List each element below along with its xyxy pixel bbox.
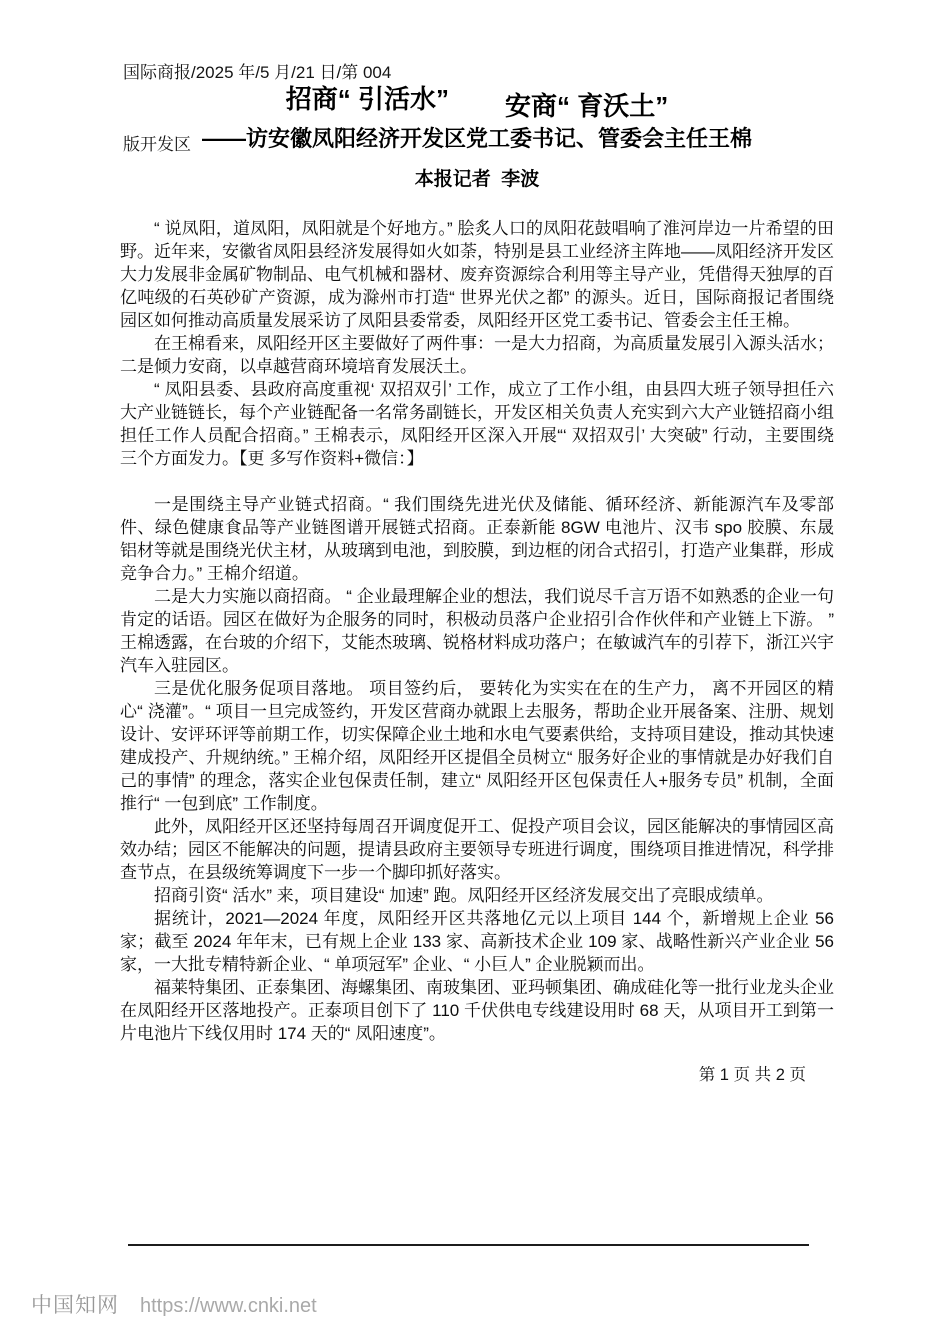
article-paragraph: 二是大力实施以商招商。 “ 企业最理解企业的想法，我们说尽千言万语不如熟悉的企业一句肯定的话语。园区在做好为企服务的同时，积极动员落户企业招引合作伙伴和产业链上下游。 ” 王棉透露，在台玻的介绍下，艾能杰玻璃、锐格材料成功落户；在敏诚汽车的引荐下，浙江兴宇汽车入驻园区。 xyxy=(120,587,839,675)
article-subtitle: ——访安徽凤阳经济开发区党工委书记、管委会主任王棉 xyxy=(201,126,752,151)
page-number: 第 1 页 共 2 页 xyxy=(698,1066,806,1084)
article-paragraph: 据统计，2021—2024 年度，凤阳经开区共落地亿元以上项目 144 个，新增规上企业 56 家；截至 2024 年年末，已有规上企业 133 家、高新技术企业 109 家、战略性新兴产业企业 56 家，一大批专精特新企业、“ 单项冠军” 企业、“ 小巨人” 企业脱颖而出。 xyxy=(120,909,839,974)
footer-divider xyxy=(128,1244,809,1246)
article-byline: 本报记者 李波 xyxy=(414,169,540,190)
title-part-1: 招商“ 引活水” xyxy=(285,84,449,114)
article-paragraph: 三是优化服务促项目落地。 项目签约后， 要转化为实实在在的生产力， 离不开园区的精心“ 浇灌”。“ 项目一旦完成签约，开发区营商办就跟上去服务，帮助企业开展备案、注册、规划设计、安评环评等前期工作，切实保障企业土地和水电气要素供给，支持项目建设，推动其快速建成投产、升规纳统。” 王棉介绍，凤阳经开区提倡全员树立“ 服务好企业的事情就是办好我们自己的事情” 的理念，落实企业包保责任制，建立“ 凤阳经开区包保责任人+服务专员” 机制，全面推行“ 一包到底” 工作制度。 xyxy=(120,679,834,813)
article-paragraph: 招商引资“ 活水” 来，项目建设“ 加速” 跑。凤阳经开区经济发展交出了亮眼成绩单。 xyxy=(154,886,774,905)
cnki-watermark xyxy=(31,1289,317,1319)
title-part-2: 安商“ 育沃土” xyxy=(505,91,669,121)
cnki-logo-text: 中国知网 xyxy=(31,1294,119,1317)
source-line-1: 国际商报/2025 年/5 月/21 日/第 004 xyxy=(123,63,392,82)
article-body xyxy=(120,217,839,1045)
article xyxy=(120,84,839,1085)
article-paragraph: 此外，凤阳经开区还坚持每周召开调度促开工、促投产项目会议，园区能解决的事情园区高效办结；园区不能解决的问题，提请县政府主要领导专班进行调度，围绕项目推进情况，科学排查节点，在县级统筹调度下一步一个脚印抓好落实。 xyxy=(120,817,834,882)
source-line-2: 版开发区 xyxy=(123,135,191,154)
article-paragraph: “ 说凤阳，道凤阳，凤阳就是个好地方。” 脍炙人口的凤阳花鼓唱响了淮河岸边一片希望的田野。近年来，安徽省凤阳县经济发展得如火如荼，特别是县工业经济主阵地——凤阳经济开发区大力发展非金属矿物制品、电气机械和器材、废弃资源综合利用等主导产业，凭借得天独厚的百亿吨级的石英砂矿产资源，成为滁州市打造“ 世界光伏之都” 的源头。近日，国际商报记者围绕园区如何推动高质量发展采访了凤阳县委常委，凤阳经开区党工委书记、管委会主任王棉。 xyxy=(120,219,834,330)
article-paragraph: 福莱特集团、正泰集团、海螺集团、南玻集团、亚玛顿集团、确成硅化等一批行业龙头企业在凤阳经开区落地投产。正泰项目创下了 110 千伏供电专线建设用时 68 天，从项目开工到第一片电池片下线仅用时 174 天的“ 凤阳速度”。 xyxy=(120,978,834,1043)
article-paragraph: “ 凤阳县委、县政府高度重视‘ 双招双引’ 工作，成立了工作小组，由县四大班子领导担任六大产业链链长，每个产业链配备一名常务副链长，开发区相关负责人充实到六大产业链招商小组担任工作人员配合招商。” 王棉表示，凤阳经开区深入开展“‘ 双招双引’ 大突破” 行动，主要围绕三个方面发力。【更 多写作资料+微信：】 xyxy=(120,380,834,468)
article-title xyxy=(120,84,834,121)
cnki-url-link[interactable]: https://www.cnki.net xyxy=(140,1295,317,1317)
article-paragraph: 在王棉看来，凤阳经开区主要做好了两件事：一是大力招商，为高质量发展引入源头活水；二是倾力安商，以卓越营商环境培育发展沃土。 xyxy=(120,334,834,376)
article-paragraph: 一是围绕主导产业链式招商。“ 我们围绕先进光伏及储能、循环经济、新能源汽车及零部件、绿色健康食品等产业链图谱开展链式招商。正泰新能 8GW 电池片、汉韦 spo 胶膜、东晟铝材等就是围绕光伏主材，从玻璃到电池，到胶膜，到边框的闭合式招引，打造产业集群，形成竞争合力。” 王棉介绍道。 xyxy=(120,495,834,583)
